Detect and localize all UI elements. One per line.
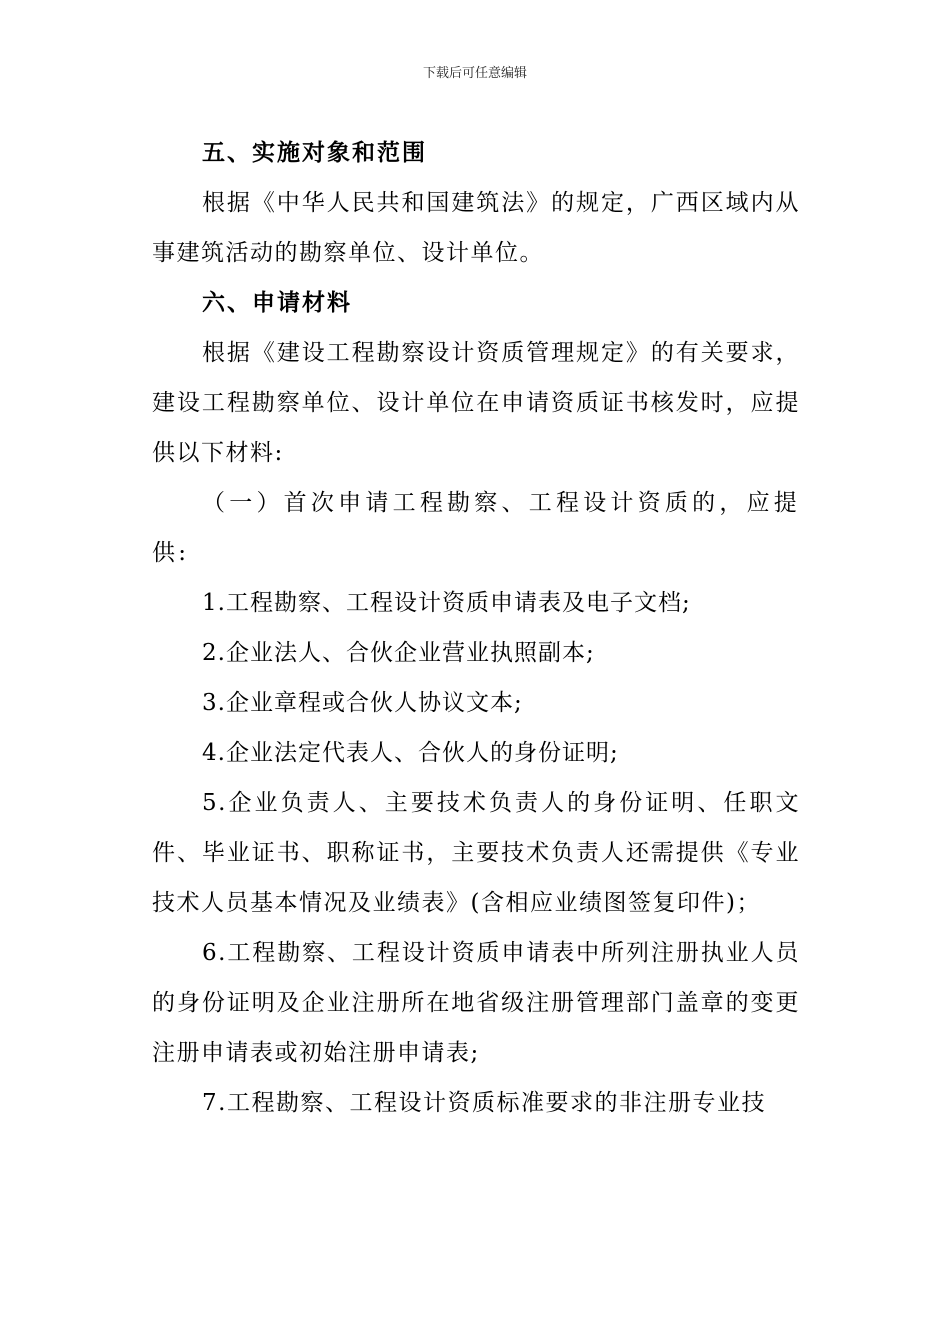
list-item-3: 3.企业章程或合伙人协议文本; [202, 690, 523, 716]
section-6-heading: 六、申请材料 [202, 290, 352, 316]
section-5-paragraph: 根据《中华人民共和国建筑法》的规定，广西区域内从事建筑活动的勘察单位、设计单位。 [152, 190, 800, 266]
list-item-7: 7.工程勘察、工程设计资质标准要求的非注册专业技 [202, 1090, 766, 1116]
list-item-6: 6.工程勘察、工程设计资质申请表中所列注册执业人员的身份证明及企业注册所在地省级注册管理部门盖章的变更注册申请表或初始注册申请表; [152, 940, 800, 1066]
document-body [152, 128, 800, 1128]
section-5-heading: 五、实施对象和范围 [202, 140, 427, 166]
subsection-1-paragraph: （一）首次申请工程勘察、工程设计资质的，应提供: [152, 490, 800, 566]
list-item-2: 2.企业法人、合伙企业营业执照副本; [202, 640, 595, 666]
list-item-1: 1.工程勘察、工程设计资质申请表及电子文档; [202, 590, 691, 616]
list-item-4: 4.企业法定代表人、合伙人的身份证明; [202, 740, 619, 766]
list-item-5: 5.企业负责人、主要技术负责人的身份证明、任职文件、毕业证书、职称证书，主要技术负责人还需提供《专业技术人员基本情况及业绩表》(含相应业绩图签复印件)； [152, 790, 800, 916]
section-6-intro-paragraph: 根据《建设工程勘察设计资质管理规定》的有关要求，建设工程勘察单位、设计单位在申请资质证书核发时，应提供以下材料: [152, 340, 800, 466]
page-header-note: 下载后可任意编辑 [422, 66, 527, 81]
